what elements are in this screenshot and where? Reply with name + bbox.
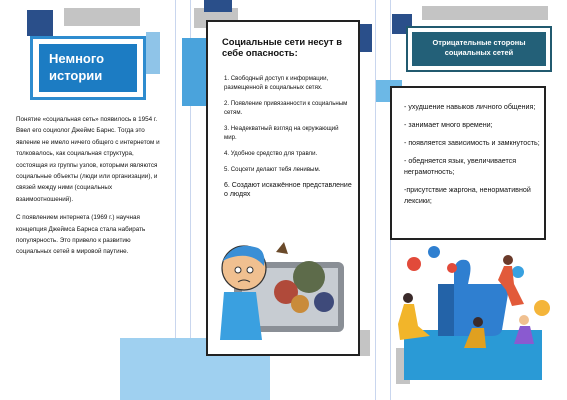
history-paragraph-1: Понятие «социальная сеть» появилось в 1954 г. Ввел его социолог Джеймс Барнс. Тогда это явление не имело ничего общего с интернетом и толковалось, как социальная структура, состоящая из группы узлов, которыми являются социальные объекты (люди или организации), и связей между ними (социальных взаимоотношений). xyxy=(16,116,160,203)
history-title: Немного истории xyxy=(39,44,137,92)
danger-item: 1. Свободный доступ к информации, размещенной в социальных сетях. xyxy=(224,75,329,91)
negative-item: - ухудшение навыков личного общения; xyxy=(404,103,536,111)
negative-item: - занимает много времени; xyxy=(404,121,493,129)
history-title-box xyxy=(30,36,146,100)
twitter-icon xyxy=(512,266,524,278)
monster-shape xyxy=(291,295,309,313)
danger-item: 3. Неадекватный взгляд на окружающий мир. xyxy=(224,125,339,141)
boy-shirt xyxy=(220,292,262,340)
person-figure xyxy=(514,326,534,344)
negatives-heading: Отрицательные стороны социальных сетей xyxy=(412,32,546,66)
boy-eye xyxy=(235,267,241,273)
notification-icon xyxy=(407,257,421,271)
negatives-panel xyxy=(390,86,546,240)
person-figure xyxy=(398,304,430,340)
decor-block xyxy=(64,8,140,26)
dangers-panel xyxy=(206,20,360,356)
guide-line xyxy=(375,0,376,400)
mail-icon xyxy=(534,300,550,316)
negatives-list xyxy=(404,102,540,214)
decor-block xyxy=(422,6,548,20)
decor-block xyxy=(146,32,160,74)
history-paragraph-2: С появлением интернета (1969 г.) научная концепция Джеймса Барнса стала набирать популярность. Это привело к развитию социальных сетей в мировой паутине. xyxy=(16,214,146,256)
negative-item: -присутствие жаргона, ненормативной лексики; xyxy=(404,186,531,205)
negative-item: - обедняется язык, увеличивается неграмотность; xyxy=(404,157,517,176)
social-media-illustration xyxy=(394,244,558,356)
boy-eye xyxy=(247,267,253,273)
monster-shape xyxy=(314,292,334,312)
negatives-title-box xyxy=(406,26,552,72)
dangers-heading: Социальные сети несут в себе опасность: xyxy=(222,36,342,58)
person-head xyxy=(503,255,513,265)
person-head xyxy=(403,293,413,303)
facebook-icon xyxy=(428,246,440,258)
danger-item: 6. Создают искажённое представление о людях xyxy=(224,182,352,198)
decor-block xyxy=(27,10,53,36)
negative-item: - появляется зависимость и замкнутость; xyxy=(404,139,540,147)
decor-block xyxy=(204,0,232,12)
danger-item: 4. Удобное средство для травли. xyxy=(224,150,318,157)
cartoon-illustration xyxy=(214,232,354,348)
thumbs-up-cuff xyxy=(438,284,454,336)
monster-shape xyxy=(293,261,325,293)
youtube-icon xyxy=(447,263,457,273)
dangers-list xyxy=(224,74,352,206)
person-head xyxy=(519,315,529,325)
monster-shape xyxy=(276,242,288,254)
danger-item: 2. Появление привязанности к социальным сетям. xyxy=(224,100,348,116)
person-head xyxy=(473,317,483,327)
history-text xyxy=(16,114,166,265)
danger-item: 5. Соцсети делают тебя ленивым. xyxy=(224,166,321,173)
